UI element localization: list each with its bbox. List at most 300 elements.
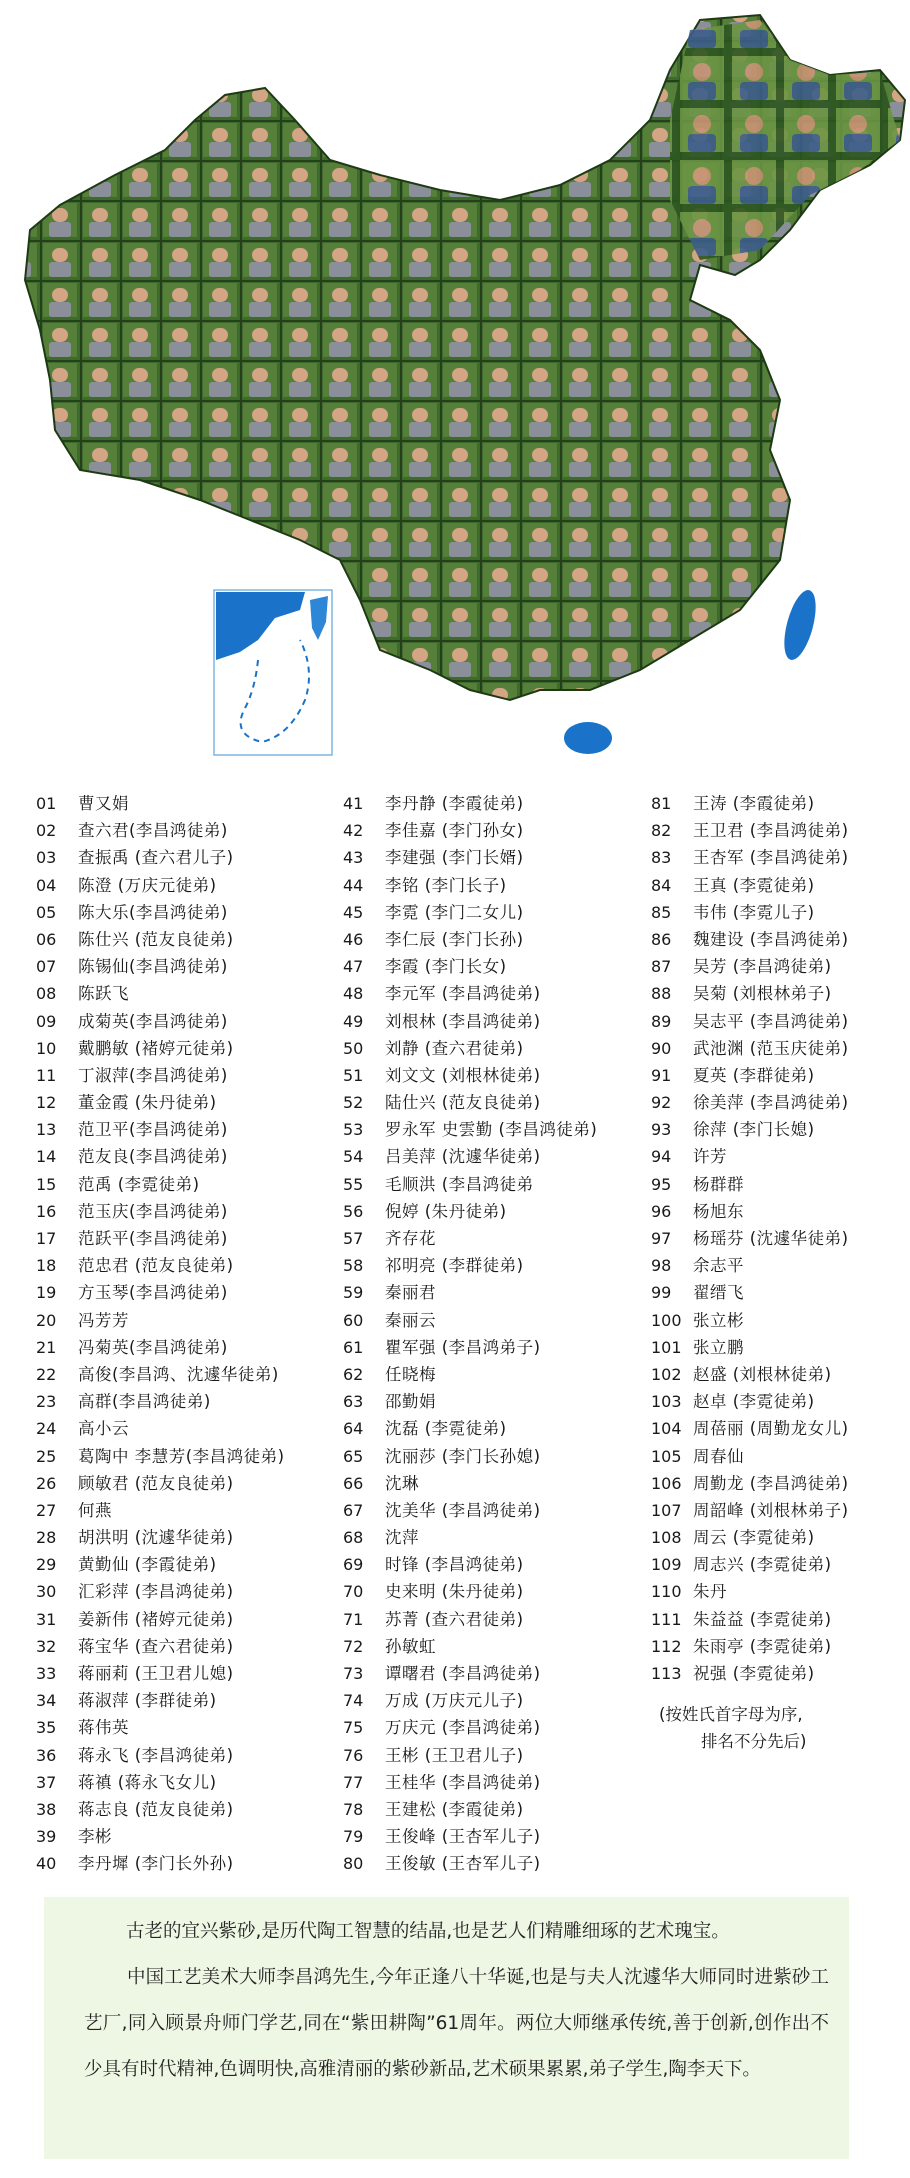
roster-entry (36, 790, 336, 817)
roster-entry (651, 1198, 910, 1225)
intro-paragraph-1: 古老的宜兴紫砂,是历代陶工智慧的结晶,也是艺人们精雕细琢的艺术瑰宝。 (126, 1921, 730, 1942)
roster-name: 倪婷 (朱丹徒弟) (385, 1201, 507, 1221)
roster-entry (343, 1307, 643, 1334)
roster-name: 余志平 (693, 1256, 744, 1276)
roster-number: 73 (343, 1664, 364, 1683)
roster-number: 110 (651, 1582, 682, 1602)
roster-entry (343, 1850, 643, 1877)
roster-number: 111 (651, 1609, 682, 1629)
roster-entry (36, 1143, 336, 1170)
roster-entry (343, 872, 643, 899)
roster-name: 王涛 (李霞徒弟) (693, 794, 815, 813)
roster-name: 蒋禛 (蒋永飞女儿) (78, 1772, 217, 1792)
roster-entry (651, 1443, 910, 1470)
roster-name: 吕美萍 (沈遽华徒弟) (385, 1147, 541, 1167)
roster-entry (343, 1252, 643, 1279)
roster-entry (651, 1307, 910, 1334)
roster-entry (36, 899, 336, 926)
sort-note-line2: 排名不分先后) (701, 1732, 807, 1752)
roster-name: 邵勤娟 (385, 1392, 436, 1412)
roster-name: 葛陶中 李慧芳(李昌鸿徒弟) (78, 1446, 285, 1466)
roster-entry (36, 953, 336, 980)
roster-entry (36, 1714, 336, 1741)
roster-entry (36, 1116, 336, 1143)
roster-name: 丁淑萍(李昌鸿徒弟) (78, 1065, 228, 1085)
roster-number: 18 (36, 1256, 57, 1276)
roster-entry (36, 1578, 336, 1605)
roster-entry (36, 1443, 336, 1470)
roster-number: 94 (651, 1147, 672, 1167)
roster-name: 范玉庆(李昌鸿徒弟) (78, 1201, 228, 1221)
roster-number: 47 (343, 957, 364, 977)
roster-entry (36, 1198, 336, 1225)
roster-entry (343, 1687, 643, 1714)
roster-name: 王建松 (李霞徒弟) (385, 1799, 524, 1819)
roster-entry (36, 1796, 336, 1823)
portrait-map-svg (0, 0, 910, 770)
roster-number: 100 (651, 1310, 682, 1330)
roster-entry (36, 1171, 336, 1198)
roster-number: 59 (343, 1283, 364, 1303)
roster-entry (651, 1497, 910, 1524)
roster-name: 赵盛 (刘根林徒弟) (693, 1364, 832, 1384)
roster-number: 58 (343, 1256, 364, 1276)
roster-name: 何燕 (78, 1500, 112, 1520)
roster-number: 26 (36, 1473, 57, 1493)
roster-entry (651, 1660, 910, 1687)
roster-number: 08 (36, 984, 57, 1004)
roster-entry (36, 1089, 336, 1116)
roster-name: 沈琳 (385, 1473, 419, 1493)
roster-number: 57 (343, 1229, 364, 1248)
roster-number: 54 (343, 1147, 364, 1167)
sort-note (651, 1701, 910, 1755)
roster-entry (343, 1470, 643, 1497)
roster-entry (343, 1796, 643, 1823)
roster-number: 42 (343, 821, 364, 841)
roster-name: 曹又娟 (78, 794, 129, 813)
portrait-map (0, 0, 910, 770)
roster-name: 张立鹏 (693, 1337, 744, 1357)
roster-number: 95 (651, 1174, 672, 1194)
roster-entry (36, 1470, 336, 1497)
roster-number: 14 (36, 1147, 57, 1167)
roster-name: 王杏军 (李昌鸿徒弟) (693, 848, 849, 868)
roster-entry (343, 1660, 643, 1687)
roster-number: 71 (343, 1609, 364, 1629)
roster-number: 79 (343, 1827, 364, 1847)
roster-name: 武池渊 (范玉庆徒弟) (693, 1038, 849, 1058)
roster-number: 03 (36, 848, 57, 868)
roster-entry (36, 1388, 336, 1415)
roster-number: 62 (343, 1364, 364, 1384)
roster-entry (651, 1361, 910, 1388)
roster-name: 陈仕兴 (范友良徒弟) (78, 929, 234, 949)
roster-name: 李元军 (李昌鸿徒弟) (385, 984, 541, 1004)
roster-number: 44 (343, 875, 364, 895)
roster-name: 徐美萍 (李昌鸿徒弟) (693, 1093, 849, 1113)
roster-entry (343, 1415, 643, 1442)
roster-number: 21 (36, 1337, 57, 1357)
roster-name: 刘文文 (刘根林徒弟) (385, 1065, 541, 1085)
roster-name: 黄勤仙 (李霞徒弟) (78, 1555, 217, 1575)
roster-number: 38 (36, 1799, 57, 1819)
roster-number: 66 (343, 1473, 364, 1493)
roster-number: 45 (343, 902, 364, 922)
roster-name: 赵卓 (李霓徒弟) (693, 1392, 815, 1412)
roster-entry (651, 1143, 910, 1170)
roster-name: 刘根林 (李昌鸿徒弟) (385, 1011, 541, 1031)
roster-name: 高小云 (78, 1419, 129, 1439)
roster-entry (36, 1850, 336, 1877)
roster-name: 朱丹 (693, 1582, 727, 1602)
roster-number: 93 (651, 1120, 672, 1140)
roster-entry (651, 1089, 910, 1116)
roster-entry (36, 1361, 336, 1388)
roster-name: 周志兴 (李霓徒弟) (693, 1555, 832, 1575)
roster-entry (651, 926, 910, 953)
roster-number: 27 (36, 1500, 57, 1520)
roster-name: 万庆元 (李昌鸿徒弟) (385, 1718, 541, 1738)
roster-entry (343, 1279, 643, 1306)
roster-entry (343, 1714, 643, 1741)
roster-entry (651, 790, 910, 817)
roster-entry (651, 1279, 910, 1306)
roster-number: 99 (651, 1283, 672, 1303)
roster-number: 112 (651, 1636, 682, 1656)
roster-name: 冯芳芳 (78, 1310, 129, 1330)
roster-number: 91 (651, 1065, 672, 1085)
roster-number: 05 (36, 902, 57, 922)
roster-name: 蒋宝华 (查六君徒弟) (78, 1636, 234, 1656)
roster-entry (651, 1415, 910, 1442)
south-sea-inset (214, 590, 332, 755)
roster-number: 107 (651, 1500, 682, 1520)
roster-number: 63 (343, 1392, 364, 1412)
roster-entry (651, 1551, 910, 1578)
roster-entry (343, 1143, 643, 1170)
roster-number: 88 (651, 984, 672, 1004)
roster-number: 96 (651, 1201, 672, 1221)
roster-name: 周韶峰 (刘根林弟子) (693, 1500, 849, 1520)
roster-entry (343, 1225, 643, 1252)
roster-number: 76 (343, 1745, 364, 1765)
roster-number: 48 (343, 984, 364, 1004)
map-hainan (564, 722, 612, 754)
roster-name: 朱雨亭 (李霓徒弟) (693, 1636, 832, 1656)
roster-entry (343, 1633, 643, 1660)
roster-name: 瞿军强 (李昌鸿弟子) (385, 1337, 541, 1357)
roster-entry (651, 1062, 910, 1089)
roster-name: 周勤龙 (李昌鸿徒弟) (693, 1473, 849, 1493)
roster-column-1 (36, 790, 336, 1878)
roster-number: 52 (343, 1093, 364, 1113)
roster-number: 13 (36, 1120, 57, 1140)
roster-name: 吴志平 (李昌鸿徒弟) (693, 1011, 849, 1031)
roster-number: 02 (36, 821, 57, 841)
roster-entry (36, 1225, 336, 1252)
roster-number: 103 (651, 1392, 682, 1412)
roster-name: 王卫君 (李昌鸿徒弟) (693, 821, 849, 841)
roster-entry (36, 1633, 336, 1660)
roster-entry (343, 790, 643, 817)
roster-entry (343, 817, 643, 844)
roster-entry (651, 1225, 910, 1252)
roster-entry (36, 1660, 336, 1687)
map-taiwan (778, 587, 822, 663)
roster-entry (343, 1361, 643, 1388)
roster-number: 11 (36, 1065, 57, 1085)
roster-number: 43 (343, 848, 364, 868)
intro-paragraph-2: 中国工艺美术大师李昌鸿先生,今年正逢八十华诞,也是与夫人沈遽华大师同时进紫砂工艺厂,同入顾景舟师门学艺,同在“紫田耕陶”61周年。两位大师继承传统,善于创新,创作出不少具有时代精神,色调明快,高雅清丽的紫砂新品,艺术硕果累累,弟子学生,陶李天下。 (84, 1967, 829, 2080)
roster-name: 李建强 (李门长婿) (385, 848, 524, 868)
roster-name: 陈跃飞 (78, 984, 129, 1004)
roster-name: 高群(李昌鸿徒弟) (78, 1392, 211, 1412)
roster-name: 李佳嘉 (李门孙女) (385, 821, 524, 841)
roster-number: 80 (343, 1854, 364, 1874)
roster-number: 104 (651, 1419, 682, 1439)
roster-entry (343, 1742, 643, 1769)
roster-number: 89 (651, 1011, 672, 1031)
roster-number: 23 (36, 1392, 57, 1412)
roster-number: 28 (36, 1528, 57, 1548)
roster-number: 32 (36, 1636, 57, 1656)
roster-number: 106 (651, 1473, 682, 1493)
roster-name: 沈萍 (385, 1528, 419, 1548)
roster-entry (36, 1551, 336, 1578)
roster-number: 64 (343, 1419, 364, 1439)
roster-number: 77 (343, 1772, 364, 1792)
roster-name: 蒋淑萍 (李群徒弟) (78, 1691, 217, 1711)
roster-entry (343, 1497, 643, 1524)
roster-entry (36, 1415, 336, 1442)
roster-entry (343, 844, 643, 871)
roster-number: 84 (651, 875, 672, 895)
roster-number: 49 (343, 1011, 364, 1031)
roster-name: 张立彬 (693, 1310, 744, 1330)
roster-number: 53 (343, 1120, 364, 1140)
roster-name: 杨瑶芬 (沈遽华徒弟) (693, 1229, 849, 1248)
roster-number: 105 (651, 1446, 682, 1466)
roster-list (0, 790, 910, 1880)
roster-number: 61 (343, 1337, 364, 1357)
roster-entry (343, 1062, 643, 1089)
roster-entry (36, 1687, 336, 1714)
roster-name: 范友良(李昌鸿徒弟) (78, 1147, 228, 1167)
roster-number: 16 (36, 1201, 57, 1221)
roster-name: 李彬 (78, 1827, 112, 1847)
roster-entry (343, 1198, 643, 1225)
roster-name: 时锋 (李昌鸿徒弟) (385, 1555, 524, 1575)
roster-entry (343, 1769, 643, 1796)
roster-number: 40 (36, 1854, 57, 1874)
roster-number: 07 (36, 957, 57, 977)
roster-name: 夏英 (李群徒弟) (693, 1065, 815, 1085)
roster-number: 102 (651, 1364, 682, 1384)
roster-name: 范跃平(李昌鸿徒弟) (78, 1229, 228, 1248)
roster-entry (36, 872, 336, 899)
roster-name: 王彬 (王卫君儿子) (385, 1745, 524, 1765)
roster-name: 范卫平(李昌鸿徒弟) (78, 1120, 228, 1140)
roster-name: 孙敏虹 (385, 1636, 436, 1656)
roster-number: 55 (343, 1174, 364, 1194)
roster-number: 85 (651, 902, 672, 922)
roster-entry (36, 1606, 336, 1633)
roster-number: 12 (36, 1093, 57, 1113)
roster-number: 82 (651, 821, 672, 841)
roster-name: 秦丽君 (385, 1283, 436, 1303)
roster-name: 周春仙 (693, 1446, 744, 1466)
roster-number: 22 (36, 1364, 57, 1384)
roster-entry (651, 817, 910, 844)
roster-name: 韦伟 (李霓儿子) (693, 902, 815, 922)
roster-number: 50 (343, 1038, 364, 1058)
roster-entry (36, 1279, 336, 1306)
roster-entry (343, 1089, 643, 1116)
roster-number: 46 (343, 929, 364, 949)
roster-entry (343, 1823, 643, 1850)
roster-name: 王俊峰 (王杏军儿子) (385, 1827, 541, 1847)
roster-entry (36, 1252, 336, 1279)
roster-number: 17 (36, 1229, 57, 1248)
roster-entry (36, 1742, 336, 1769)
roster-name: 吴菊 (刘根林弟子) (693, 984, 832, 1004)
roster-name: 成菊英(李昌鸿徒弟) (78, 1011, 228, 1031)
roster-entry (343, 1116, 643, 1143)
roster-name: 毛顺洪 (李昌鸿徒弟 (385, 1174, 534, 1194)
roster-number: 33 (36, 1664, 57, 1683)
roster-name: 沈磊 (李霓徒弟) (385, 1419, 507, 1439)
roster-name: 秦丽云 (385, 1310, 436, 1330)
roster-name: 刘静 (查六君徒弟) (385, 1038, 524, 1058)
roster-entry (36, 1307, 336, 1334)
roster-entry (651, 1334, 910, 1361)
roster-number: 113 (651, 1664, 682, 1683)
roster-name: 蒋丽莉 (王卫君儿媳) (78, 1664, 234, 1683)
roster-name: 杨群群 (693, 1174, 744, 1194)
roster-number: 01 (36, 794, 57, 813)
roster-name: 陈澄 (万庆元徒弟) (78, 875, 217, 895)
roster-entry (343, 1524, 643, 1551)
roster-entry (36, 817, 336, 844)
roster-name: 戴鹏敏 (褚婷元徒弟) (78, 1038, 234, 1058)
roster-number: 69 (343, 1555, 364, 1575)
roster-entry (343, 1334, 643, 1361)
roster-number: 56 (343, 1201, 364, 1221)
roster-name: 汇彩萍 (李昌鸿徒弟) (78, 1582, 234, 1602)
roster-entry (651, 872, 910, 899)
roster-number: 68 (343, 1528, 364, 1548)
roster-number: 72 (343, 1636, 364, 1656)
roster-entry (343, 1578, 643, 1605)
roster-entry (343, 1171, 643, 1198)
roster-entry (36, 926, 336, 953)
roster-name: 王真 (李霓徒弟) (693, 875, 815, 895)
roster-number: 15 (36, 1174, 57, 1194)
roster-number: 87 (651, 957, 672, 977)
roster-entry (36, 980, 336, 1007)
roster-entry (36, 1769, 336, 1796)
roster-name: 顾敏君 (范友良徒弟) (78, 1473, 234, 1493)
roster-entry (36, 1008, 336, 1035)
roster-number: 51 (343, 1065, 364, 1085)
roster-name: 任晓梅 (385, 1364, 436, 1384)
roster-entry (36, 1524, 336, 1551)
roster-name: 周蓓丽 (周勤龙女儿) (693, 1419, 849, 1439)
roster-number: 20 (36, 1310, 57, 1330)
roster-entry (651, 1035, 910, 1062)
roster-entry (651, 1524, 910, 1551)
roster-column-3 (651, 790, 910, 1755)
roster-name: 万成 (万庆元儿子) (385, 1691, 524, 1711)
roster-number: 65 (343, 1446, 364, 1466)
roster-entry (651, 1388, 910, 1415)
roster-number: 04 (36, 875, 57, 895)
roster-name: 王俊敏 (王杏军儿子) (385, 1854, 541, 1874)
roster-number: 37 (36, 1772, 57, 1792)
roster-entry (36, 1497, 336, 1524)
roster-number: 75 (343, 1718, 364, 1738)
roster-number: 83 (651, 848, 672, 868)
roster-column-2 (343, 790, 643, 1878)
roster-entry (651, 1252, 910, 1279)
roster-name: 朱益益 (李霓徒弟) (693, 1609, 832, 1629)
roster-entry (651, 1578, 910, 1605)
roster-number: 29 (36, 1555, 57, 1575)
roster-entry (36, 844, 336, 871)
roster-name: 陆仕兴 (范友良徒弟) (385, 1093, 541, 1113)
roster-number: 81 (651, 794, 672, 813)
roster-number: 31 (36, 1609, 57, 1629)
roster-name: 李丹墀 (李门长外孙) (78, 1854, 234, 1874)
roster-number: 67 (343, 1500, 364, 1520)
roster-name: 方玉琴(李昌鸿徒弟) (78, 1283, 228, 1303)
roster-entry (343, 1008, 643, 1035)
roster-name: 王桂华 (李昌鸿徒弟) (385, 1772, 541, 1792)
intro-panel (44, 1897, 849, 2159)
roster-entry (651, 844, 910, 871)
roster-entry (343, 1035, 643, 1062)
roster-name: 魏建设 (李昌鸿徒弟) (693, 929, 849, 949)
roster-number: 09 (36, 1011, 57, 1031)
roster-number: 36 (36, 1745, 57, 1765)
roster-name: 李丹静 (李霞徒弟) (385, 794, 524, 813)
roster-number: 97 (651, 1229, 672, 1248)
roster-name: 周云 (李霓徒弟) (693, 1528, 815, 1548)
roster-number: 60 (343, 1310, 364, 1330)
roster-entry (651, 899, 910, 926)
roster-name: 范忠君 (范友良徒弟) (78, 1256, 234, 1276)
roster-number: 86 (651, 929, 672, 949)
roster-entry (343, 980, 643, 1007)
roster-entry (651, 1470, 910, 1497)
roster-number: 30 (36, 1582, 57, 1602)
roster-name: 蒋志良 (范友良徒弟) (78, 1799, 234, 1819)
roster-number: 98 (651, 1256, 672, 1276)
roster-name: 董金霞 (朱丹徒弟) (78, 1093, 217, 1113)
roster-name: 祁明亮 (李群徒弟) (385, 1256, 524, 1276)
roster-name: 范禹 (李霓徒弟) (78, 1174, 200, 1194)
roster-number: 70 (343, 1582, 364, 1602)
roster-number: 101 (651, 1337, 682, 1357)
roster-number: 34 (36, 1691, 57, 1711)
roster-number: 74 (343, 1691, 364, 1711)
roster-name: 许芳 (693, 1147, 727, 1167)
roster-number: 90 (651, 1038, 672, 1058)
roster-name: 苏菁 (查六君徒弟) (385, 1609, 524, 1629)
sort-note-line1: (按姓氏首字母为序, (659, 1705, 803, 1725)
roster-name: 冯菊英(李昌鸿徒弟) (78, 1337, 228, 1357)
